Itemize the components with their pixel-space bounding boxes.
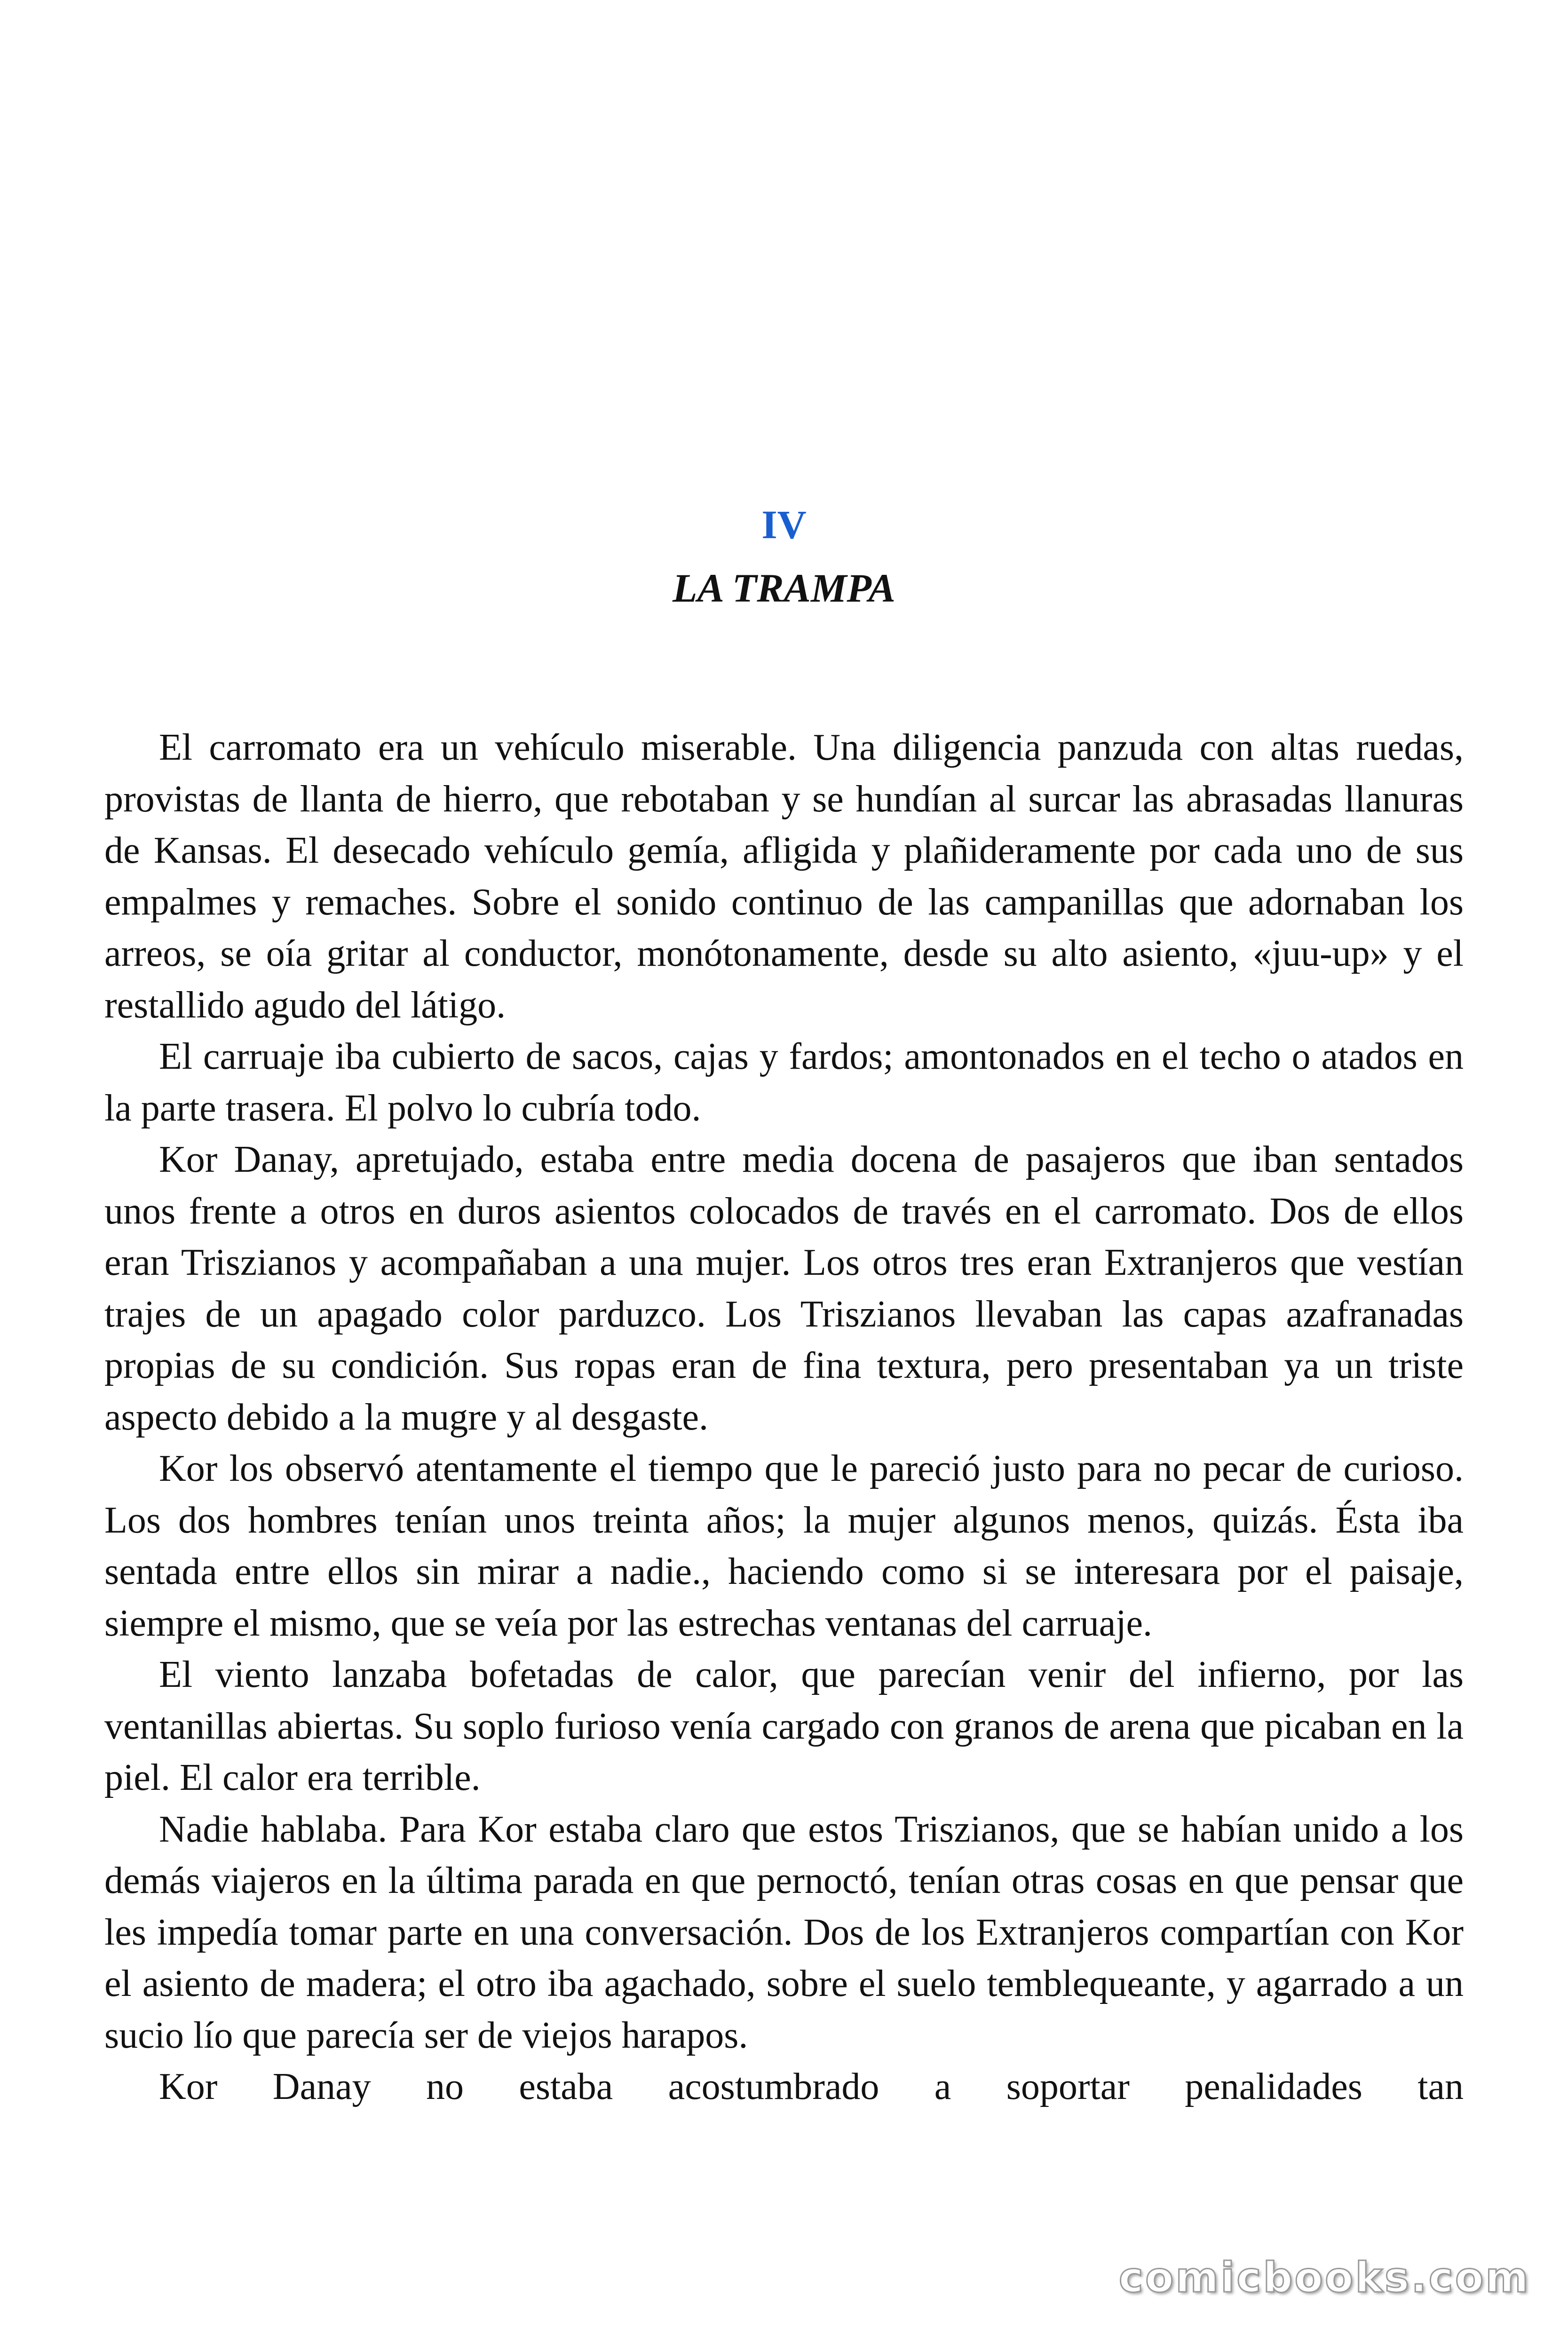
paragraph: Kor Danay no estaba acostumbrado a soportar penalidades tan [159,2066,1464,2107]
paragraph: Kor los observó atentamente el tiempo que le pareció justo para no pecar de curioso. Los dos hombres tenían unos treinta años; la mujer algunos menos, quizás. Ésta iba sentada entre ellos sin mirar a nadie., haciendo como si se interesara por el paisaje, siempre el mismo, que se veía por las estrechas ventanas del carruaje. [104,1448,1464,1644]
chapter-number: IV [761,502,807,547]
chapter-body [104,722,1464,2113]
paragraph: Nadie hablaba. Para Kor estaba claro que estos Triszianos, que se habían unido a los demás viajeros en la última parada en que pernoctó, tenían otras cosas en que pensar que les impedía tomar parte en una conversación. Dos de los Extranjeros compartían con Kor el asiento de madera; el otro iba agachado, sobre el suelo temblequeante, y agarrado a un sucio lío que parecía ser de viejos harapos. [104,1808,1464,2056]
paragraph: Kor Danay, apretujado, estaba entre media docena de pasajeros que iban sentados unos frente a otros en duros asientos colocados de través en el carromato. Dos de ellos eran Triszianos y acompañaban a una mujer. Los otros tres eran Extranjeros que vestían trajes de un apagado color parduzco. Los Triszianos llevaban las capas azafranadas propias de su condición. Sus ropas eran de fina textura, pero presentaban ya un triste aspecto debido a la mugre y al desgaste. [104,1139,1464,1438]
paragraph: El carruaje iba cubierto de sacos, cajas y fardos; amontonados en el techo o atados en la parte trasera. El polvo lo cubría todo. [104,1036,1464,1129]
paragraph: El carromato era un vehículo miserable. Una diligencia panzuda con altas ruedas, provistas de llanta de hierro, que rebotaban y se hundían al surcar las abrasadas llanuras de Kansas. El desecado vehículo gemía, afligida y plañideramente por cada uno de sus empalmes y remaches. Sobre el sonido continuo de las campanillas que adornaban los arreos, se oía gritar al conductor, monótonamente, desde su alto asiento, «juu-up» y el restallido agudo del látigo. [104,727,1464,1026]
paragraph: El viento lanzaba bofetadas de calor, que parecían venir del infierno, por las ventanillas abiertas. Su soplo furioso venía cargado con granos de arena que picaban en la piel. El calor era terrible. [104,1654,1464,1798]
chapter-title: LA TRAMPA [673,565,895,611]
watermark-logo: comicbooks.com [1118,2253,1530,2302]
